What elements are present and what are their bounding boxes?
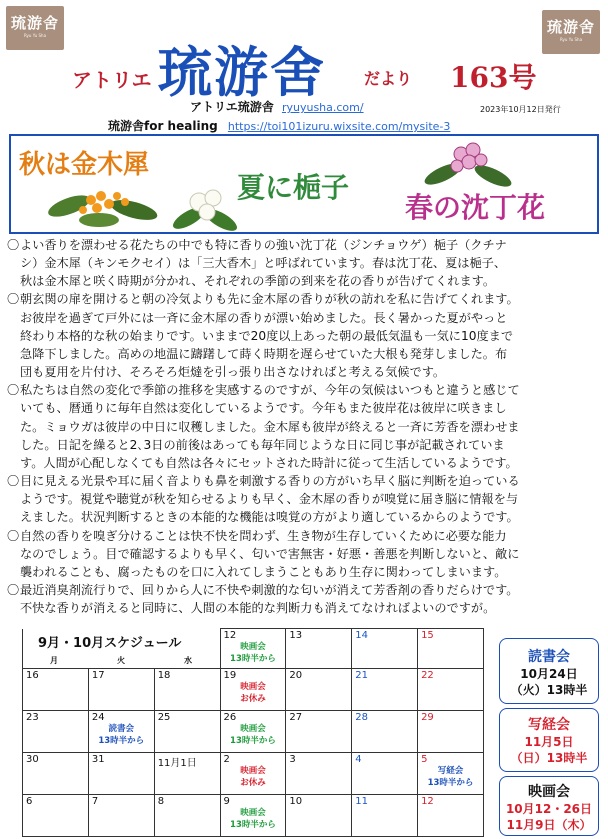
calendar-day <box>352 669 418 711</box>
day-number: 15 <box>421 630 434 641</box>
day-number: 19 <box>223 670 237 681</box>
calendar-day <box>23 753 89 795</box>
calendar-day <box>154 711 220 753</box>
calendar-day <box>286 669 352 711</box>
calendar-event: 読書会 <box>108 724 135 734</box>
paragraph <box>7 581 603 617</box>
paragraph-line: 秋は金木犀と咲く時期が分かれ、それぞれの季節の到来を花の香りが告げてくれます。 <box>20 274 496 289</box>
calendar-day <box>154 669 220 711</box>
daphne-illustration <box>423 138 513 190</box>
atelier-line <box>190 98 364 115</box>
banner-text-autumn: 秋は金木犀 <box>19 150 150 180</box>
calendar-day <box>286 753 352 795</box>
sidebar-movie-club <box>499 776 599 836</box>
day-number: 18 <box>157 670 171 681</box>
paragraph-line: ようです。視覚や聴覚が秋を知らせるよりも早く、金木犀の香りが嗅覚に届き脳に情報を与 <box>20 492 519 507</box>
paragraph-line: よい香りを漂わせる花たちの中でも特に香りの強い沈丁花（ジンチョウゲ）梔子（クチナ <box>20 238 507 252</box>
day-number: 21 <box>355 670 368 681</box>
calendar-day <box>220 753 286 795</box>
day-number: 12 <box>421 796 434 807</box>
paragraph <box>7 527 603 581</box>
movie-heading: 映画会 <box>528 784 570 800</box>
calendar-day <box>286 711 352 753</box>
paragraph-line: 目に見える光景や耳に届く音よりも鼻を刺激する香りの方がいち早く脳に判断を迫っている <box>20 474 520 489</box>
issue-number: 163号 <box>450 61 537 94</box>
calendar-day <box>88 711 154 753</box>
sutra-time: （日）13時半 <box>510 751 588 765</box>
schedule-title: 9月・10月スケジュール <box>38 636 182 651</box>
day-number: 26 <box>223 712 237 723</box>
flower-banner <box>9 134 599 234</box>
calendar-day <box>220 629 286 669</box>
calendar-day <box>286 629 352 669</box>
calendar-week <box>23 629 484 669</box>
logo-text: 琉游舍 <box>10 14 59 32</box>
dow-mon: 月 <box>50 656 58 665</box>
paragraph-line: 最近消臭剤流行りで、回りから人に不快や刺激的な匂いが消えて芳香剤の香りだらけです。 <box>20 582 519 597</box>
calendar-event: 映画会 <box>240 766 266 776</box>
day-number: 28 <box>355 712 368 723</box>
day-number: 12 <box>223 630 237 641</box>
banner-text-summer: 夏に梔子 <box>237 171 350 204</box>
day-number: 27 <box>289 712 303 723</box>
day-number: 8 <box>157 796 165 807</box>
calendar-week <box>23 711 484 753</box>
paragraph-line: す。人間が心配しなくても自然は各々にセットされた時計に従って生活しているようです。 <box>20 455 518 470</box>
calendar-day <box>286 795 352 837</box>
day-number: 30 <box>26 754 39 765</box>
calendar-day <box>220 711 286 753</box>
reading-club-time: （火）13時半 <box>510 683 588 697</box>
bullet-circle-icon: 〇 <box>7 383 20 398</box>
calendar-event: 13時半から <box>230 736 276 746</box>
paragraph-line: 襲われることも、腐ったものを口に入れてしまうこともあり生存に関わってしまいます。 <box>20 564 507 579</box>
calendar-day <box>220 795 286 837</box>
osmanthus-illustration <box>39 176 169 232</box>
paragraph-line: 団も夏用を片付け、そろそろ炬燵を引っ張り出さなければと考える気候です。 <box>20 365 446 380</box>
calendar-day <box>154 795 220 837</box>
day-number: 5 <box>421 754 428 765</box>
atelier-link[interactable]: ryuyusha.com/ <box>281 101 364 114</box>
calendar-event: 13時半から <box>230 654 276 664</box>
calendar-day <box>418 711 484 753</box>
gardenia-illustration <box>169 182 239 234</box>
schedule-calendar <box>22 628 484 837</box>
movie-dates-2: 11月9日（木） <box>506 818 592 832</box>
day-number: 16 <box>26 670 39 681</box>
calendar-event: 映画会 <box>240 808 266 818</box>
calendar-event: 13時半から <box>230 820 276 830</box>
calendar-day <box>418 669 484 711</box>
dow-wed: 水 <box>184 656 192 665</box>
day-number: 4 <box>355 754 362 765</box>
day-number: 24 <box>91 712 105 723</box>
paragraph-line: 自然の香りを嗅ぎ分けることは快不快を問わず、生き物が生存していくために必要な能力 <box>20 528 507 543</box>
paragraph-line: シ）金木犀（キンモクセイ）は「三大香木」と呼ばれています。春は沈丁花、夏は梔子、 <box>20 256 507 271</box>
day-number: 17 <box>91 670 105 681</box>
paragraph-line: えました。状況判断するときの本能的な機能は嗅覚の方がより適しているからのようです。 <box>20 510 519 525</box>
sidebar-reading-club <box>499 638 599 704</box>
day-number: 6 <box>26 796 33 807</box>
calendar-day <box>88 629 154 669</box>
reading-club-date: 10月24日 <box>520 667 578 681</box>
calendar-event: 映画会 <box>240 724 266 734</box>
sutra-heading: 写経会 <box>528 717 570 733</box>
calendar-event: 13時半から <box>98 736 145 746</box>
healing-link[interactable]: https://toi101izuru.wixsite.com/mysite-3 <box>227 120 451 133</box>
paragraph-line: した。日記を繰ると2､3日の前後はあっても毎年同じような日に同じ事が記載されていま <box>20 437 505 452</box>
calendar-day <box>418 629 484 669</box>
paragraph-line: 私たちは自然の変化で季節の推移を実感するのですが、今年の気候はいつもと違うと感じて <box>20 383 520 398</box>
sutra-date: 11月5日 <box>524 735 574 749</box>
calendar-event: 映画会 <box>240 682 266 692</box>
logo-sub: Ryu Yu Sha <box>559 37 583 42</box>
dow-tue: 火 <box>117 656 125 665</box>
day-number: 31 <box>91 754 105 765</box>
day-number: 11月1日 <box>157 758 197 769</box>
calendar-day <box>352 795 418 837</box>
calendar-day <box>23 669 89 711</box>
bullet-circle-icon: 〇 <box>7 474 20 489</box>
calendar-event: お休み <box>240 694 266 704</box>
paragraph <box>7 236 603 290</box>
calendar-week <box>23 669 484 711</box>
logo-sub: Ryu Yu Sha <box>23 33 47 38</box>
day-number: 9 <box>223 796 230 807</box>
calendar-day <box>352 629 418 669</box>
issue-date: 2023年10月12日発行 <box>480 105 561 114</box>
paragraph-line: 朝玄関の扉を開けると朝の冷気よりも先に金木犀の香りが秋の訪れを私に告げてくれます。 <box>20 292 519 307</box>
calendar-day <box>88 753 154 795</box>
paragraph <box>7 381 603 472</box>
masthead <box>0 30 608 102</box>
atelier-name: アトリエ琉游舎 <box>190 100 274 114</box>
masthead-prefix: アトリエ <box>72 68 152 92</box>
bullet-circle-icon: 〇 <box>7 238 20 252</box>
masthead-suffix: だより <box>364 69 413 88</box>
movie-dates: 10月12・26日 <box>505 802 593 816</box>
paragraph <box>7 290 603 381</box>
healing-label: 琉游舎for healing <box>108 119 218 133</box>
calendar-event: 写経会 <box>437 766 464 776</box>
calendar-day <box>23 795 89 837</box>
calendar-day <box>88 669 154 711</box>
calendar-event: 映画会 <box>240 642 266 652</box>
reading-club-heading: 読書会 <box>528 649 570 665</box>
paragraph <box>7 472 603 526</box>
calendar-day <box>154 753 220 795</box>
paragraph-line: いても、暦通りに毎年自然は変化しているようです。今年もまた彼岸花は彼岸に咲きまし <box>20 401 507 416</box>
day-number: 2 <box>223 754 230 765</box>
logo-text: 琉游舍 <box>546 18 595 36</box>
masthead-title: 琉游舍 <box>158 40 326 104</box>
day-number: 29 <box>421 712 434 723</box>
paragraph-line: 終わり本格的な秋の始まりです。いままで20度以上あった朝の最低気温も一気に10度まで <box>20 328 514 343</box>
paragraph-line: なのでしょう。目で確認するよりも早く、匂いで害無害・好悪・善悪を判断しないと、敵に <box>20 546 520 561</box>
calendar-week <box>23 795 484 837</box>
calendar-event: 13時半から <box>427 778 474 788</box>
calendar-event: お休み <box>240 778 266 788</box>
calendar-day <box>88 795 154 837</box>
calendar-day <box>154 629 220 669</box>
paragraph-line: た。ミョウガは彼岸の中日に収穫しました。金木犀も彼岸が終えると一斉に芳香を漂わせま <box>20 419 520 434</box>
paragraph-line: 不快な香りが消えると同時に、人間の本能的な判断力も消えてなければよいのですが。 <box>20 601 496 616</box>
calendar-day <box>418 753 484 795</box>
day-number: 3 <box>289 754 296 765</box>
calendar-day <box>352 711 418 753</box>
day-number: 23 <box>26 712 39 723</box>
day-number: 22 <box>421 670 434 681</box>
bullet-circle-icon: 〇 <box>7 528 20 543</box>
calendar-day <box>220 669 286 711</box>
paragraph-line: 急降下しました。高めの地温に躊躇して蒔く時期を遅らせていた大根も発芽しました。布 <box>20 346 508 361</box>
sidebar-sutra-copying <box>499 708 599 772</box>
calendar-day <box>418 795 484 837</box>
healing-line <box>108 117 450 134</box>
calendar-day <box>23 711 89 753</box>
bullet-circle-icon: 〇 <box>7 292 20 307</box>
day-number: 13 <box>289 630 303 641</box>
calendar-day <box>23 629 89 669</box>
calendar-day <box>352 753 418 795</box>
calendar-week <box>23 753 484 795</box>
bullet-circle-icon: 〇 <box>7 582 20 597</box>
article-body <box>7 236 603 617</box>
day-number: 20 <box>289 670 303 681</box>
day-number: 25 <box>157 712 171 723</box>
day-number: 14 <box>355 630 368 641</box>
day-number: 7 <box>91 796 99 807</box>
day-number: 11 <box>355 796 368 807</box>
day-number: 10 <box>289 796 303 807</box>
paragraph-line: お彼岸を過ぎて戸外には一斉に金木犀の香りが漂い始めました。長く暑かった夏がやっと <box>20 310 508 325</box>
banner-text-spring: 春の沈丁花 <box>405 191 546 224</box>
